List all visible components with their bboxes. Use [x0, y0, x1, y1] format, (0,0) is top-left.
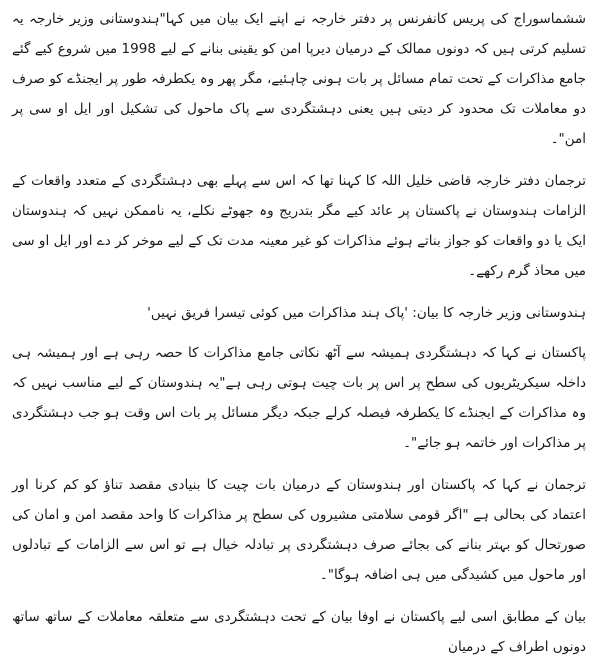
- paragraph-spokesperson: ترجمان دفتر خارجہ قاضی خلیل اللہ کا کہنا تھا کہ اس سے پہلے بھی دہشتگردی کے متعدد واقعات کے الزامات ہندوستان نے پاکستان پر عائد کیے مگر بتدریج وہ جھوٹے نکلے، یہ ناممکن نہیں کہ ہندوستان ایک یا دو واقعات کو جواز بناتے ہوئے مذاکرات کو غیر معینہ مدت تک کے لیے موخر کر دے اور ایل او سی میں محاذ گرم رکھے۔: [12, 173, 586, 279]
- paragraph-dialogue-purpose: ترجمان نے کہا کہ پاکستان اور ہندوستان کے درمیان بات چیت کا بنیادی مقصد تناؤ کو کم کرنا اور اعتماد کی بحالی ہے "اگر قومی سلامتی مشیروں کی سطح پر مذاکرات کا واحد مقصد امن و امان کی صورتحال کو بہتر بنانے کی بجائے صرف دہشتگردی پر تبادلہ خیال ہے تو اس سے الزامات کے تبادلوں اور ماحول میں کشیدگی میں ہی اضافہ ہوگا"۔: [12, 477, 586, 583]
- paragraph-statement: ششماسوراج کی پریس کانفرنس پر دفتر خارجہ نے اپنے ایک بیان میں کہا"ہندوستانی وزیر خارجہ یہ تسلیم کرتی ہیں کہ دونوں ممالک کے درمیان دیرپا امن کو یقینی بنانے کے لیے 1998 میں شروع کیے گئے جامع مذاکرات کے تحت تمام مسائل پر بات ہونی چاہئیے، مگر پھر وہ یکطرفہ طور پر ایجنڈے کو صرف دو معاملات تک محدود کر دیتی ہیں یعنی دہشتگردی سے پاک ماحول کی تشکیل اور ایل او سی پر امن"۔: [12, 11, 586, 147]
- subheading-related-link[interactable]: ہندوستانی وزیر خارجہ کا بیان: 'پاک ہند مذاکرات میں کوئی تیسرا فریق نہیں': [147, 305, 586, 321]
- paragraph-ufa-statement: بیان کے مطابق اسی لیے پاکستان نے اوفا بیان کے تحت دہشتگردی سے متعلقہ معاملات کے ساتھ ساتھ دونوں اطراف کے درمیان: [12, 609, 586, 655]
- paragraph-terrorism-agenda: پاکستان نے کہا کہ دہشتگردی ہمیشہ سے آٹھ نکاتی جامع مذاکرات کا حصہ رہی ہے اور ہمیشہ ہی داخلہ سیکریٹریوں کی سطح پر اس پر بات چیت ہوتی رہی ہے"یہ ہندوستان کے لیے مناسب نہیں کہ وہ مذاکرات کے ایجنڈے کا یکطرفہ فیصلہ کرلے جبکہ دیگر مسائل پر بات اس وقت ہو جب دہشتگردی پر مذاکرات اور خاتمہ ہو جائے"۔: [12, 345, 586, 451]
